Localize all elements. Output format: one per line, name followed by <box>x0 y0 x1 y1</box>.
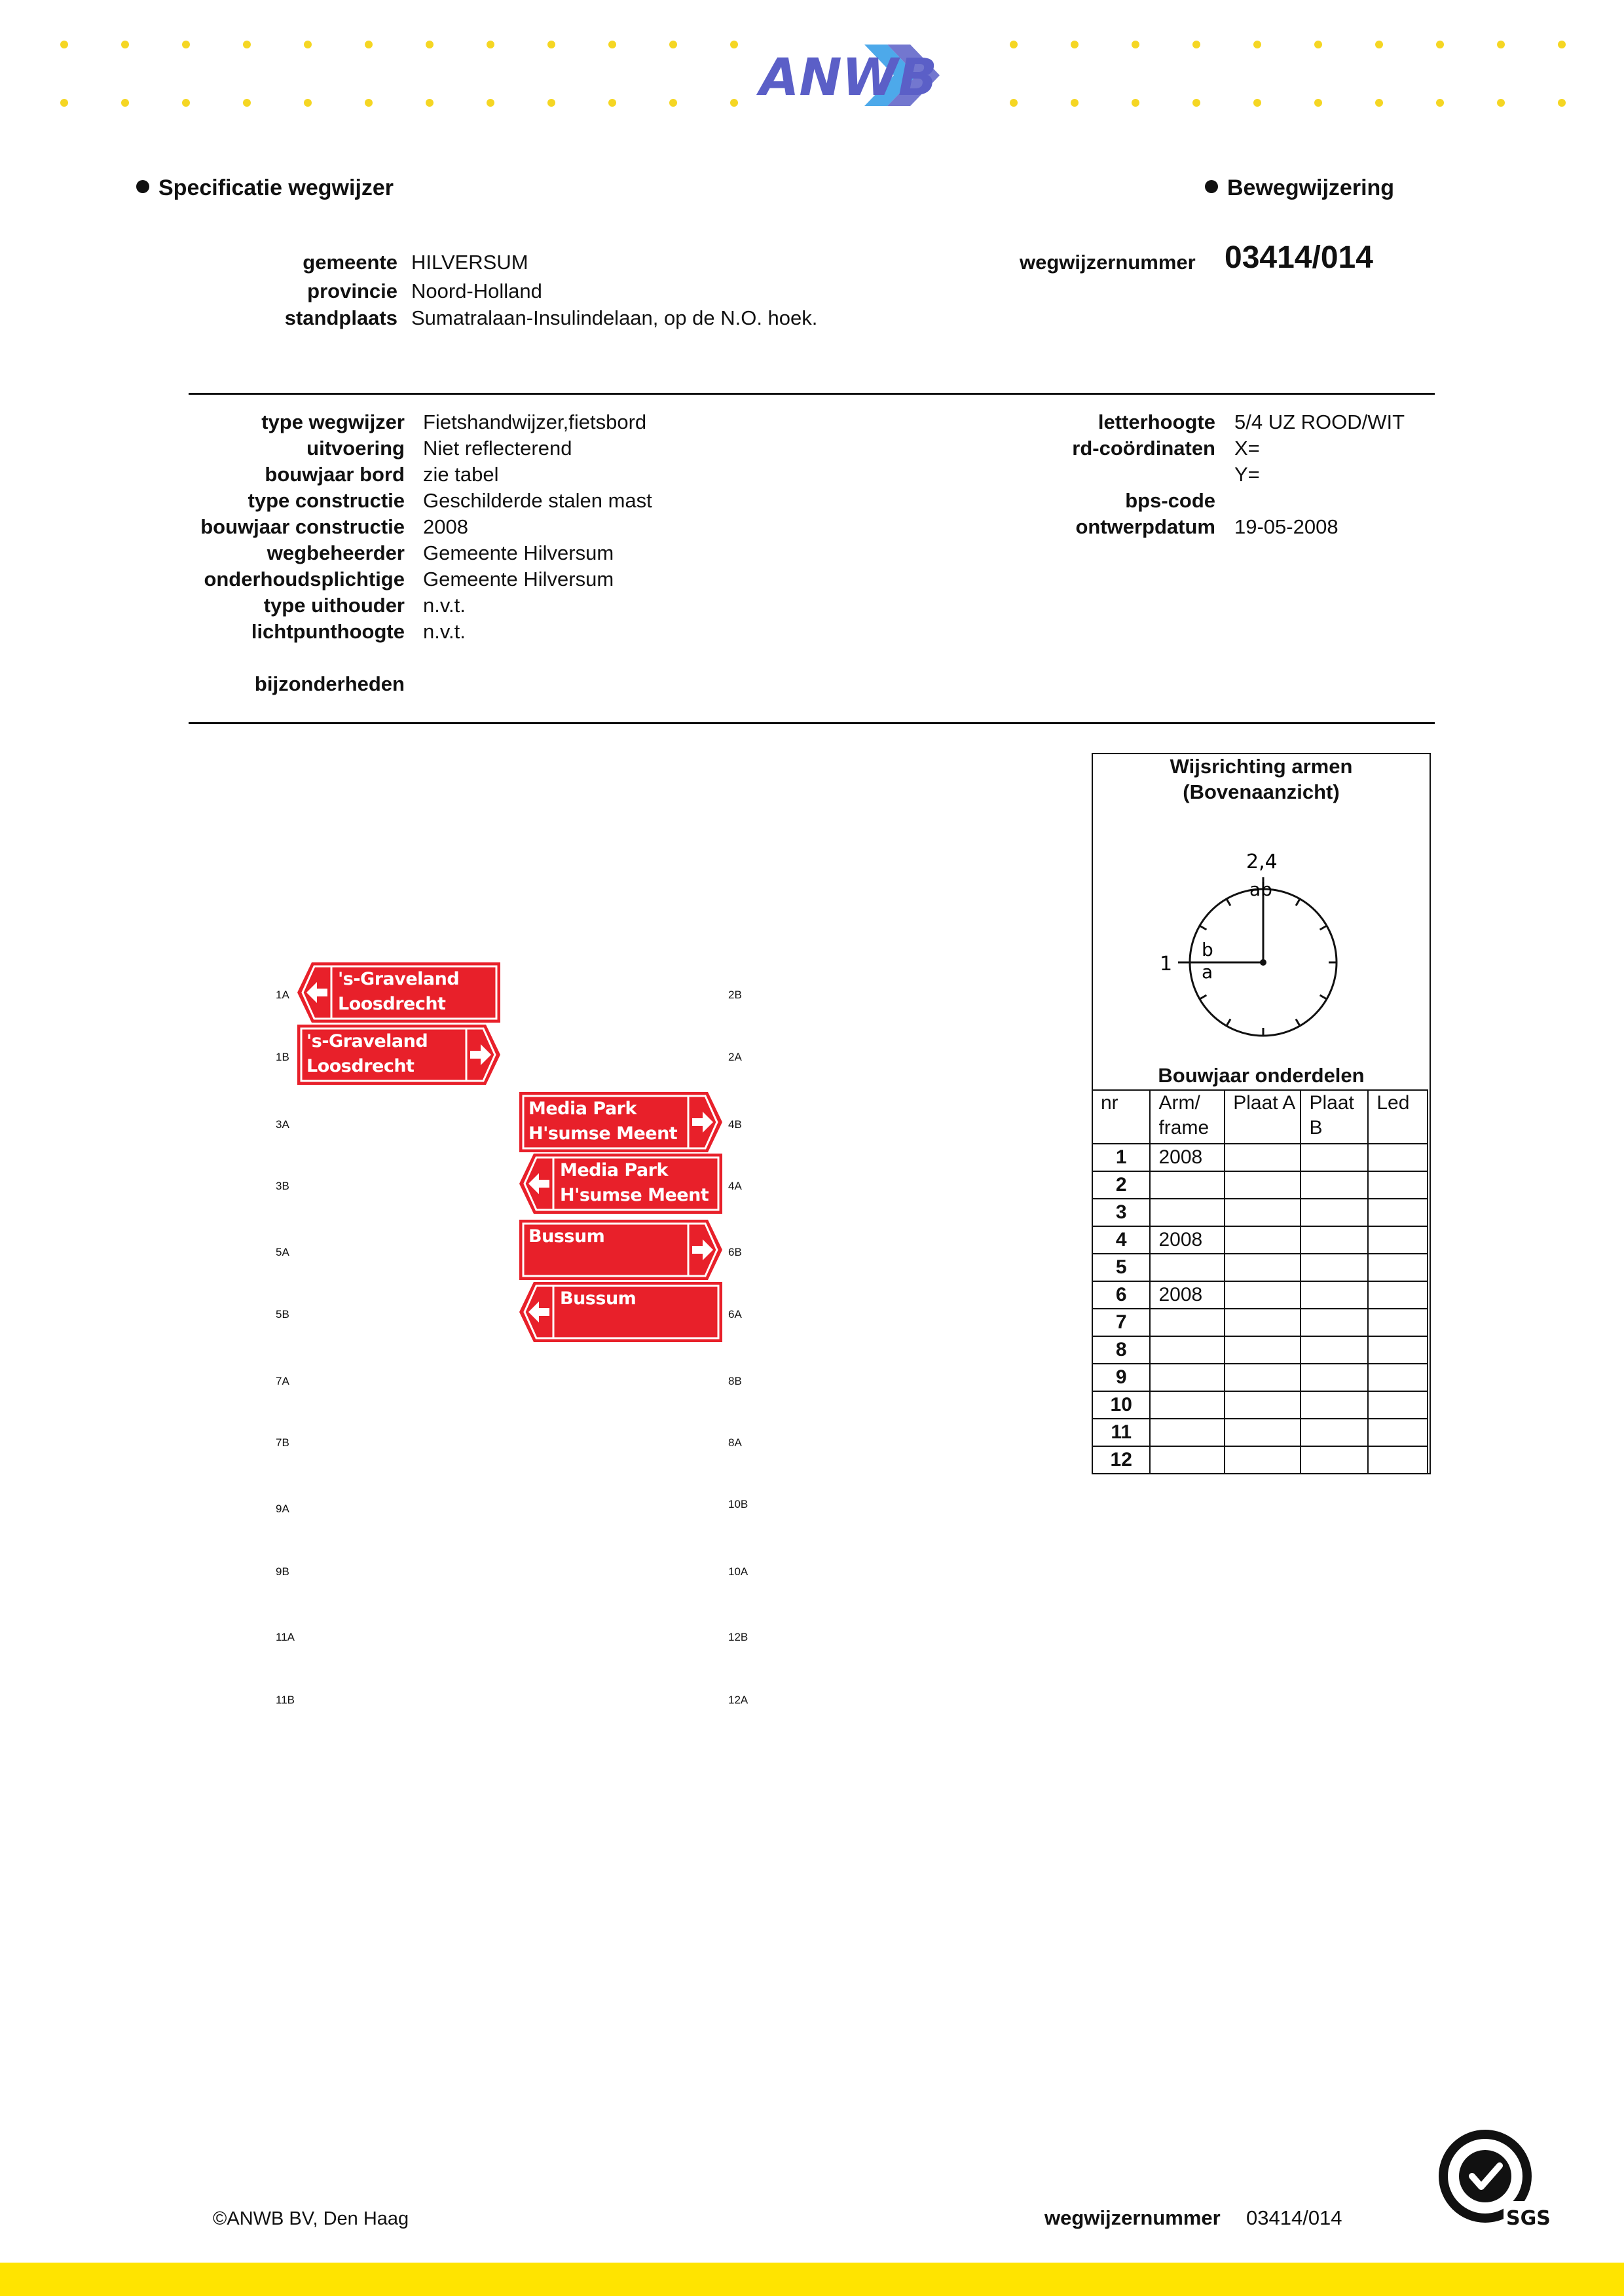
header-dot <box>1558 41 1566 48</box>
divider-bottom <box>189 722 1435 724</box>
anwb-logo <box>753 39 956 111</box>
table-cell <box>1150 1446 1225 1474</box>
table-row <box>1092 1446 1428 1474</box>
table-cell: 8 <box>1092 1336 1150 1364</box>
header-dot <box>121 41 129 48</box>
sign-line-1: Media Park <box>560 1160 668 1180</box>
table-cell <box>1368 1199 1428 1226</box>
direction-box-title: Wijsrichting armen <box>1170 755 1353 778</box>
sign-line-1: Media Park <box>528 1099 637 1119</box>
bullet-icon <box>1205 180 1218 193</box>
header-dot <box>1436 99 1444 107</box>
provincie-label: provincie <box>307 280 397 302</box>
header-dot <box>669 41 677 48</box>
table-cell <box>1368 1364 1428 1391</box>
table-row <box>1092 1144 1428 1171</box>
spec-value: zie tabel <box>423 463 499 486</box>
header-dot <box>608 41 616 48</box>
sign-line-2: Loosdrecht <box>306 1056 415 1076</box>
table-cell: 2008 <box>1150 1281 1225 1309</box>
sign-line-2: H'sumse Meent <box>560 1185 709 1205</box>
table-cell <box>1301 1281 1368 1309</box>
header-dot <box>487 99 494 107</box>
slot-label: 10B <box>728 1498 748 1510</box>
header-dot <box>1010 99 1018 107</box>
slot-label: 6A <box>728 1308 742 1321</box>
header-dot <box>1436 41 1444 48</box>
dial-tick <box>1296 899 1300 905</box>
spec-value: Fietshandwijzer,fietsbord <box>423 410 647 433</box>
table-cell <box>1150 1419 1225 1446</box>
svg-text:1: 1 <box>1160 953 1173 975</box>
table-cell <box>1225 1364 1301 1391</box>
table-cell <box>1301 1226 1368 1254</box>
spec-label: bouwjaar constructie <box>200 515 405 538</box>
table-header: Arm/ frame <box>1150 1090 1225 1144</box>
spec-value: n.v.t. <box>423 594 466 617</box>
table-cell <box>1301 1419 1368 1446</box>
table-cell <box>1150 1199 1225 1226</box>
table-cell <box>1225 1391 1301 1419</box>
table-row <box>1092 1254 1428 1281</box>
table-row <box>1092 1391 1428 1419</box>
table-cell <box>1225 1446 1301 1474</box>
header-dot <box>1253 41 1261 48</box>
spec-label: type wegwijzer <box>261 410 405 433</box>
table-cell <box>1225 1171 1301 1199</box>
table-row <box>1092 1364 1428 1391</box>
header-dot <box>1192 99 1200 107</box>
direction-box <box>1092 753 1431 1474</box>
spec-right-value: 5/4 UZ ROOD/WIT <box>1234 410 1405 433</box>
copyright-text: ©ANWB BV, Den Haag <box>213 2208 409 2229</box>
header-dot <box>1132 41 1139 48</box>
spec-label: wegbeheerder <box>267 541 405 564</box>
sign-line-1: 's-Graveland <box>338 969 460 989</box>
direction-sign <box>519 1092 722 1152</box>
slot-label: 5A <box>276 1246 289 1258</box>
table-cell <box>1150 1336 1225 1364</box>
header-dot <box>730 99 738 107</box>
table-cell: 2008 <box>1150 1226 1225 1254</box>
table-cell <box>1301 1446 1368 1474</box>
bouwjaar-table <box>1092 1089 1428 1474</box>
header-dot <box>730 41 738 48</box>
slot-label: 11A <box>276 1631 295 1643</box>
table-cell <box>1301 1254 1368 1281</box>
header-dot <box>547 99 555 107</box>
header-dot <box>608 99 616 107</box>
table-cell: 11 <box>1092 1419 1150 1446</box>
slot-label: 1A <box>276 989 289 1001</box>
header-dot <box>1071 99 1079 107</box>
table-cell: 2 <box>1092 1171 1150 1199</box>
slot-label: 1B <box>276 1051 289 1063</box>
slot-label: 12A <box>728 1694 748 1706</box>
table-cell <box>1150 1309 1225 1336</box>
table-cell <box>1150 1391 1225 1419</box>
header-dot <box>243 99 251 107</box>
slot-label: 4B <box>728 1118 742 1131</box>
footer-yellow-bar <box>0 2263 1624 2296</box>
table-cell: 6 <box>1092 1281 1150 1309</box>
provincie-value: Noord-Holland <box>411 280 542 302</box>
dial-tick <box>1200 926 1206 930</box>
table-row <box>1092 1226 1428 1254</box>
table-header: nr <box>1092 1090 1150 1144</box>
table-cell: 4 <box>1092 1226 1150 1254</box>
gemeente-label: gemeente <box>303 251 397 274</box>
sign-line-2: H'sumse Meent <box>528 1123 678 1144</box>
slot-label: 9A <box>276 1503 289 1515</box>
wegwijzernummer-label: wegwijzernummer <box>1020 251 1196 274</box>
spec-right-value: X= <box>1234 437 1260 460</box>
spec-label: uitvoering <box>306 437 405 460</box>
footer-number-label: wegwijzernummer <box>1044 2206 1221 2229</box>
spec-label: lichtpunthoogte <box>251 620 405 643</box>
slot-label: 11B <box>276 1694 295 1706</box>
table-cell <box>1301 1336 1368 1364</box>
table-cell: 2008 <box>1150 1144 1225 1171</box>
arm-direction-dial <box>1158 826 1368 1062</box>
header-dot <box>304 99 312 107</box>
header-dot <box>365 41 373 48</box>
header-dot <box>1375 41 1383 48</box>
header-dot <box>243 41 251 48</box>
table-cell <box>1225 1419 1301 1446</box>
table-cell <box>1301 1199 1368 1226</box>
header-dot <box>1558 99 1566 107</box>
spec-label: bijzonderheden <box>254 672 405 695</box>
direction-sign <box>519 1220 722 1280</box>
table-cell: 5 <box>1092 1254 1150 1281</box>
header-dot <box>669 99 677 107</box>
table-cell <box>1301 1364 1368 1391</box>
direction-sign <box>519 1154 722 1214</box>
sign-line-1: Bussum <box>560 1288 637 1309</box>
table-cell <box>1301 1309 1368 1336</box>
spec-value: Geschilderde stalen mast <box>423 489 652 512</box>
table-row <box>1092 1199 1428 1226</box>
wegwijzernummer-value: 03414/014 <box>1225 240 1373 275</box>
header-dot <box>1010 41 1018 48</box>
gemeente-value: HILVERSUM <box>411 251 528 274</box>
spec-label: bouwjaar bord <box>265 463 405 486</box>
svg-text:b: b <box>1202 939 1213 960</box>
bouwjaar-title: Bouwjaar onderdelen <box>1158 1064 1365 1087</box>
table-row <box>1092 1309 1428 1336</box>
spec-right-label: ontwerpdatum <box>1075 515 1215 538</box>
header-dot <box>1253 99 1261 107</box>
table-cell <box>1225 1281 1301 1309</box>
table-cell <box>1225 1254 1301 1281</box>
header-dot <box>1132 99 1139 107</box>
table-cell <box>1301 1171 1368 1199</box>
table-cell <box>1225 1199 1301 1226</box>
spec-right-value: 19-05-2008 <box>1234 515 1338 538</box>
table-header: Led <box>1368 1090 1428 1144</box>
footer-number-value: 03414/014 <box>1246 2206 1342 2229</box>
header-dot <box>487 41 494 48</box>
slot-label: 10A <box>728 1565 748 1578</box>
table-cell <box>1150 1254 1225 1281</box>
slot-label: 3A <box>276 1118 289 1131</box>
table-cell <box>1225 1309 1301 1336</box>
header-dot <box>60 99 68 107</box>
standplaats-value: Sumatralaan-Insulindelaan, op de N.O. hoek. <box>411 306 818 329</box>
spec-label: type uithouder <box>263 594 405 617</box>
svg-text:a: a <box>1202 961 1213 983</box>
header-dot <box>182 99 190 107</box>
spec-value: Gemeente Hilversum <box>423 568 614 591</box>
direction-sign <box>519 1282 722 1342</box>
section-heading-specificatie: Specificatie wegwijzer <box>136 175 394 201</box>
table-cell <box>1368 1391 1428 1419</box>
header-dot <box>304 41 312 48</box>
slot-label: 2B <box>728 989 742 1001</box>
direction-box-subtitle: (Bovenaanzicht) <box>1183 780 1340 803</box>
table-cell <box>1225 1226 1301 1254</box>
table-cell: 7 <box>1092 1309 1150 1336</box>
table-cell <box>1301 1391 1368 1419</box>
table-cell <box>1225 1144 1301 1171</box>
table-cell <box>1301 1144 1368 1171</box>
header-dot <box>426 99 434 107</box>
dial-tick <box>1227 899 1230 905</box>
slot-label: 6B <box>728 1246 742 1258</box>
table-cell <box>1150 1364 1225 1391</box>
table-cell <box>1368 1309 1428 1336</box>
section-heading-bewegwijzering: Bewegwijzering <box>1205 175 1394 201</box>
divider-top <box>189 393 1435 395</box>
table-cell <box>1368 1281 1428 1309</box>
table-header: Plaat B <box>1301 1090 1368 1144</box>
table-row <box>1092 1336 1428 1364</box>
table-header: Plaat A <box>1225 1090 1301 1144</box>
table-cell: 12 <box>1092 1446 1150 1474</box>
spec-right-value: Y= <box>1234 463 1260 486</box>
direction-sign <box>297 1025 500 1085</box>
table-cell <box>1368 1419 1428 1446</box>
slot-label: 12B <box>728 1631 748 1643</box>
bullet-icon <box>136 180 149 193</box>
sign-line-2: Loosdrecht <box>338 994 446 1014</box>
header-dot <box>1497 41 1505 48</box>
table-cell <box>1368 1446 1428 1474</box>
slot-label: 4A <box>728 1180 742 1192</box>
slot-label: 9B <box>276 1565 289 1578</box>
header-dot <box>1497 99 1505 107</box>
sign-line-1: 's-Graveland <box>306 1031 428 1051</box>
dial-tick <box>1200 995 1206 999</box>
slot-label: 2A <box>728 1051 742 1063</box>
direction-sign <box>297 962 500 1023</box>
spec-label: type constructie <box>248 489 405 512</box>
spec-value: n.v.t. <box>423 620 466 643</box>
table-cell <box>1368 1171 1428 1199</box>
header-dot <box>1375 99 1383 107</box>
slot-label: 8B <box>728 1375 742 1387</box>
table-cell: 10 <box>1092 1391 1150 1419</box>
table-row <box>1092 1171 1428 1199</box>
spec-label: onderhoudsplichtige <box>204 568 405 591</box>
sgs-certification-seal-icon <box>1438 2129 1551 2234</box>
svg-text:ANWB: ANWB <box>760 48 938 107</box>
slot-label: 7A <box>276 1375 289 1387</box>
svg-text:ab: ab <box>1249 879 1272 900</box>
header-dot <box>547 41 555 48</box>
table-cell: 3 <box>1092 1199 1150 1226</box>
header-dot <box>365 99 373 107</box>
table-row <box>1092 1419 1428 1446</box>
header-dot <box>60 41 68 48</box>
slot-label: 7B <box>276 1436 289 1449</box>
slot-label: 3B <box>276 1180 289 1192</box>
table-cell <box>1368 1144 1428 1171</box>
svg-text:2,4: 2,4 <box>1246 850 1278 873</box>
spec-right-label: letterhoogte <box>1098 410 1215 433</box>
table-cell <box>1368 1254 1428 1281</box>
header-dot <box>1314 41 1322 48</box>
spec-right-label: rd-coördinaten <box>1072 437 1215 460</box>
header-dot <box>1192 41 1200 48</box>
header-dot <box>426 41 434 48</box>
dial-tick <box>1320 995 1327 999</box>
header-dot <box>1071 41 1079 48</box>
spec-value: 2008 <box>423 515 468 538</box>
header-dot <box>1314 99 1322 107</box>
sign-line-1: Bussum <box>528 1226 605 1247</box>
table-cell <box>1150 1171 1225 1199</box>
slot-label: 8A <box>728 1436 742 1449</box>
header-dot <box>121 99 129 107</box>
table-cell <box>1368 1226 1428 1254</box>
standplaats-label: standplaats <box>284 306 397 329</box>
header-dot <box>182 41 190 48</box>
dial-tick <box>1296 1019 1300 1026</box>
svg-text:SGS: SGS <box>1506 2207 1551 2230</box>
spec-value: Niet reflecterend <box>423 437 572 460</box>
table-row <box>1092 1281 1428 1309</box>
dial-tick <box>1320 926 1327 930</box>
spec-right-label: bps-code <box>1125 489 1215 512</box>
slot-label: 5B <box>276 1308 289 1321</box>
table-cell <box>1225 1336 1301 1364</box>
table-cell: 1 <box>1092 1144 1150 1171</box>
spec-value: Gemeente Hilversum <box>423 541 614 564</box>
dial-tick <box>1227 1019 1230 1026</box>
table-cell <box>1368 1336 1428 1364</box>
table-cell: 9 <box>1092 1364 1150 1391</box>
